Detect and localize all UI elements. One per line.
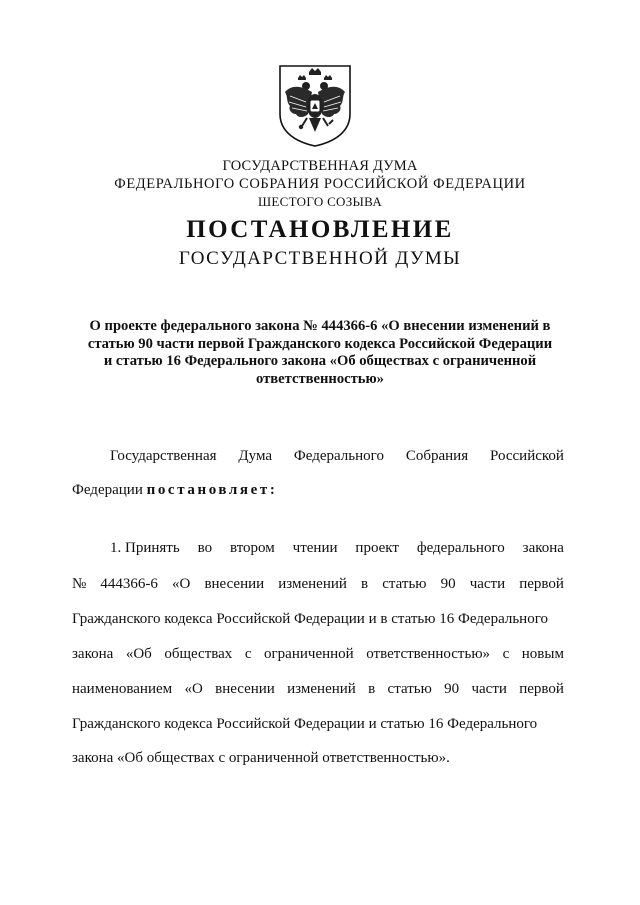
item1-line-6: Гражданского кодекса Российской Федерации и статью 16 Федерального xyxy=(72,716,538,732)
word: внесении xyxy=(215,681,275,697)
subject-line: ответственностью» xyxy=(256,370,384,387)
word: ограниченной xyxy=(264,646,354,662)
word: закона xyxy=(522,540,564,556)
document-subtitle: ГОСУДАРСТВЕННОЙ ДУМЫ xyxy=(178,248,462,269)
word: в xyxy=(368,681,376,697)
coat-of-arms-emblem xyxy=(276,62,354,148)
intro-decree-word: постановляет: xyxy=(146,482,278,498)
word: первой xyxy=(519,576,564,592)
word: Собрания xyxy=(405,448,469,464)
word: 90 xyxy=(440,576,456,592)
word: втором xyxy=(229,540,275,556)
header-convocation: ШЕСТОГО СОЗЫВА xyxy=(257,194,383,209)
word: 1. Принять xyxy=(110,540,180,556)
item1-line-3: Гражданского кодекса Российской Федерации и в статью 16 Федерального xyxy=(72,611,548,627)
word: закона xyxy=(72,646,114,662)
word: чтении xyxy=(292,540,338,556)
word: 444366-6 xyxy=(100,576,158,592)
word: Российской xyxy=(490,448,564,464)
item1-line-7: закона «Об обществах с ограниченной ответственностью». xyxy=(72,750,450,766)
word: части xyxy=(469,576,506,592)
item1-line-2 xyxy=(72,576,564,593)
word: изменений xyxy=(287,681,356,697)
word: статью xyxy=(382,576,427,592)
subject-line: и статью 16 Федерального закона «Об обществах с ограниченной xyxy=(103,353,537,369)
intro-line-1 xyxy=(110,448,564,465)
subject-line: О проекте федерального закона № 444366-6 «О внесении изменений в xyxy=(89,318,551,334)
word: с xyxy=(502,646,510,662)
word: внесении xyxy=(204,576,265,592)
word: федерального xyxy=(416,540,505,556)
word: «О xyxy=(172,576,191,592)
word: во xyxy=(197,540,213,556)
word: с xyxy=(244,646,252,662)
item1-line-5 xyxy=(72,681,564,698)
word: «О xyxy=(184,681,203,697)
intro-prefix: Федерации xyxy=(72,482,147,498)
word: изменений xyxy=(278,576,347,592)
word: обществах xyxy=(164,646,233,662)
document-title: ПОСТАНОВЛЕНИЕ xyxy=(186,216,454,243)
item1-line-4 xyxy=(72,646,564,663)
word: Государственная xyxy=(110,448,217,464)
resolution-subject xyxy=(60,318,580,388)
word: Федерального xyxy=(293,448,384,464)
word: Дума xyxy=(238,448,273,464)
word: первой xyxy=(519,681,564,697)
word: в xyxy=(361,576,369,592)
item1-line-1 xyxy=(110,540,564,557)
word: проект xyxy=(355,540,399,556)
word: наименованием xyxy=(72,681,173,697)
header-duma: ГОСУДАРСТВЕННАЯ ДУМА xyxy=(222,158,418,174)
header-federal-assembly: ФЕДЕРАЛЬНОГО СОБРАНИЯ РОССИЙСКОЙ ФЕДЕРАЦИИ xyxy=(114,176,526,192)
word: № xyxy=(72,576,87,592)
word: статью xyxy=(387,681,432,697)
intro-line-2 xyxy=(72,482,277,499)
word: новым xyxy=(521,646,564,662)
word: «Об xyxy=(125,646,152,662)
word: ответственностью» xyxy=(366,646,491,662)
subject-line: статью 90 части первой Гражданского кодекса Российской Федерации xyxy=(87,335,553,352)
word: 90 xyxy=(444,681,460,697)
word: части xyxy=(471,681,507,697)
